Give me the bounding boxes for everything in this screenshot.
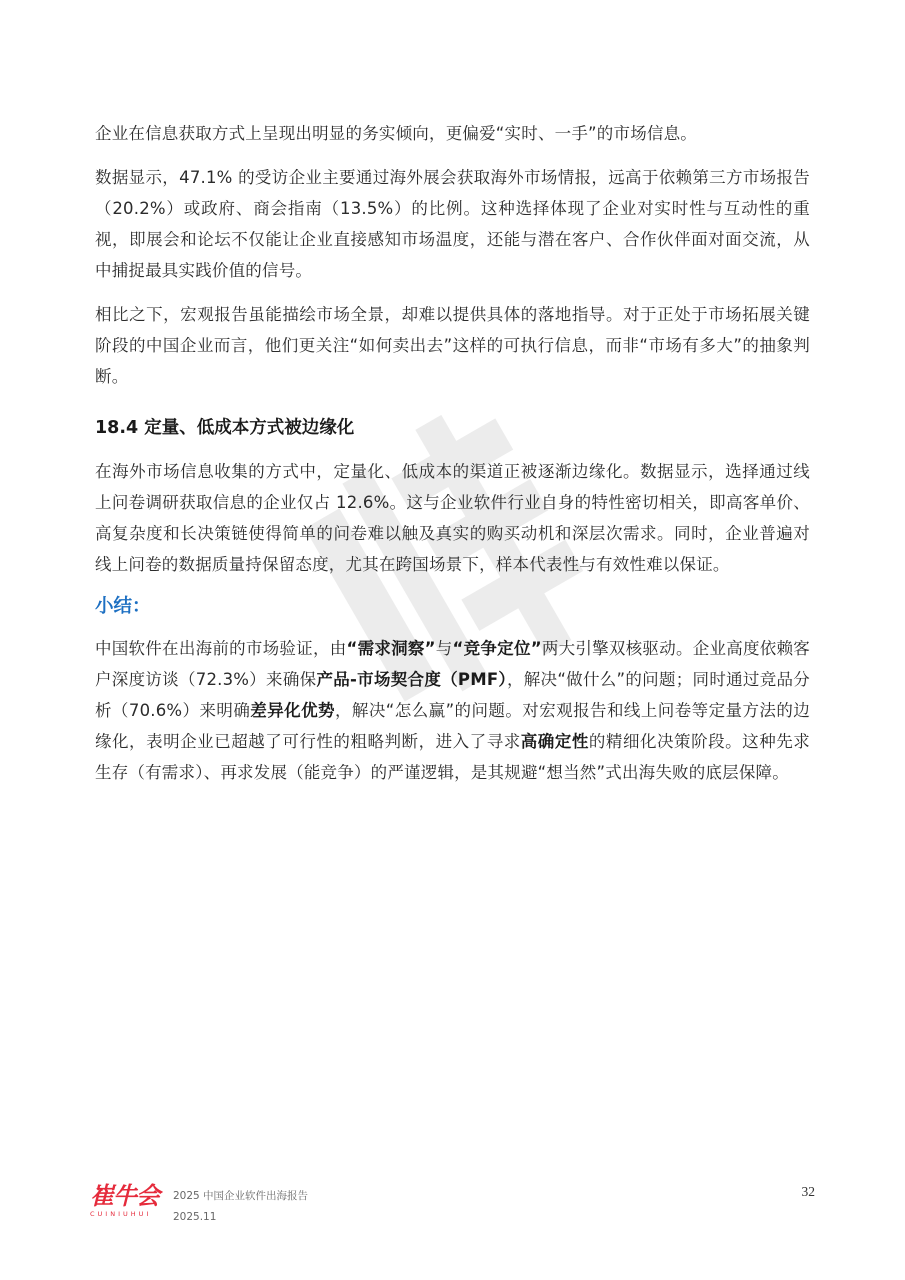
summary-text-6: 的精细化决策阶段。这种先求生存（有需求）、再求发展（能竞争）的严谨逻辑，是其规避“想当然”式出海失败的底层保障。 — [95, 732, 810, 782]
summary-text-2: 与 — [435, 639, 453, 658]
summary-bold-pmf: 产品-市场契合度（PMF） — [316, 670, 507, 689]
summary-text-4: ，解决“做什么”的问题；同时通过竞品分析（70.6%）来明确 — [95, 670, 810, 720]
cuiniuhui-logo-icon — [90, 1183, 165, 1223]
logo-wordmark: 崔牛会 — [90, 1182, 159, 1210]
paragraph-3: 相比之下，宏观报告虽能描绘市场全景，却难以提供具体的落地指导。对于正处于市场拓展关键阶段的中国企业而言，他们更关注“如何卖出去”这样的可执行信息，而非“市场有多大”的抽象判断。 — [95, 305, 810, 386]
footer-report-info — [173, 1186, 308, 1228]
summary-paragraph — [95, 633, 810, 788]
summary-text-5: ，解决“怎么赢”的问题。对宏观报告和线上问卷等定量方法的边缘化，表明企业已超越了可行性的粗略判断，进入了寻求 — [95, 701, 810, 751]
logo-subtitle: CUINIUHUI — [90, 1210, 152, 1218]
main-content — [95, 118, 810, 801]
summary-text-3: 两大引擎双核驱动。企业高度依赖客户深度访谈（72.3%）来确保 — [95, 639, 811, 689]
page-footer — [90, 1183, 815, 1228]
footer-report-title: 2025 中国企业软件出海报告 — [173, 1190, 309, 1202]
paragraph-2: 数据显示，47.1% 的受访企业主要通过海外展会获取海外市场情报，远高于依赖第三方市场报告（20.2%）或政府、商会指南（13.5%）的比例。这种选择体现了企业对实时性与互动性的重视，即展会和论坛不仅能让企业直接感知市场温度，还能与潜在客户、合作伙伴面对面交流，从中捕捉最具实践价值的信号。 — [95, 168, 810, 280]
page-number: 32 — [801, 1184, 815, 1199]
paragraph-4: 在海外市场信息收集的方式中，定量化、低成本的渠道正被逐渐边缘化。数据显示，选择通过线上问卷调研获取信息的企业仅占 12.6%。这与企业软件行业自身的特性密切相关，即高客单价、高复杂度和长决策链使得简单的问卷难以触及真实的购买动机和深层次需求。同时，企业普遍对线上问卷的数据质量持保留态度，尤其在跨国场景下，样本代表性与有效性难以保证。 — [95, 462, 810, 574]
summary-bold-high-certainty: 高确定性 — [520, 732, 589, 751]
summary-heading: 小结： — [95, 596, 151, 617]
summary-bold-demand-insight: “需求洞察” — [346, 639, 436, 658]
footer-report-date: 2025.11 — [173, 1211, 217, 1223]
summary-text-1: 中国软件在出海前的市场验证，由 — [95, 639, 347, 658]
summary-bold-competitive-positioning: “竞争定位” — [452, 639, 542, 658]
summary-bold-differentiation: 差异化优势 — [250, 701, 335, 720]
paragraph-1: 企业在信息获取方式上呈现出明显的务实倾向，更偏爱“实时、一手”的市场信息。 — [95, 124, 697, 143]
section-heading: 18.4 定量、低成本方式被边缘化 — [95, 418, 355, 438]
